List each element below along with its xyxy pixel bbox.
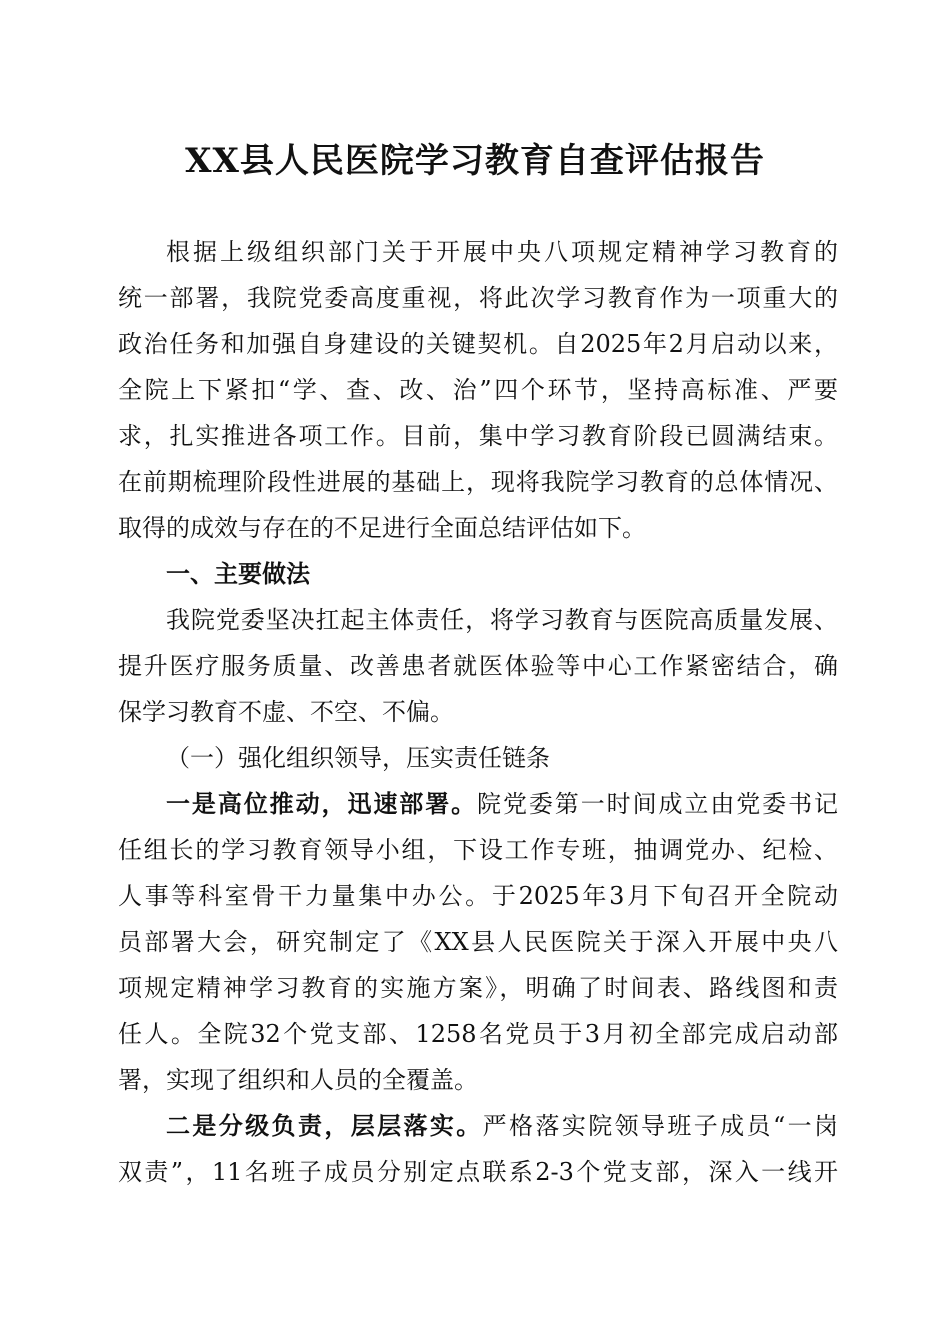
paragraph-line [118,1103,838,1149]
paragraph-line: 员部署大会，研究制定了《XX县人民医院关于深入开展中央八 [118,928,838,956]
paragraph-line: 统一部署，我院党委高度重视，将此次学习教育作为一项重大的 [118,284,838,312]
paragraph-line: 政治任务和加强自身建设的关键契机。自2025年2月启动以来， [118,330,838,358]
section-paragraph [118,597,838,735]
paragraph-line: 全院上下紧扣“学、查、改、治”四个环节，坚持高标准、严要 [118,376,838,404]
paragraph-line [118,781,838,827]
paragraph-line: 项规定精神学习教育的实施方案》，明确了时间表、路线图和责 [118,974,838,1002]
point-text: 严格落实院领导班子成员“一岗 [482,1112,838,1140]
subsection-heading: （一）强化组织领导，压实责任链条 [166,744,550,772]
paragraph-line: 保学习教育不虚、不空、不偏。 [118,698,454,726]
paragraph-line: 我院党委坚决扛起主体责任，将学习教育与医院高质量发展、 [166,606,838,634]
section-heading: 一、主要做法 [166,559,310,588]
paragraph-line: 根据上级组织部门关于开展中央八项规定精神学习教育的 [166,238,838,266]
paragraph-line: 双责”，11名班子成员分别定点联系2-3个党支部，深入一线开 [118,1158,838,1186]
paragraph-line: 取得的成效与存在的不足进行全面总结评估如下。 [118,514,646,542]
paragraph-line: 任人。全院32个党支部、1258名党员于3月初全部完成启动部 [118,1020,838,1048]
point-text: 院党委第一时间成立由党委书记 [477,790,839,818]
paragraph-line: 在前期梳理阶段性进展的基础上，现将我院学习教育的总体情况、 [118,468,838,496]
point-lead: 二是分级负责，层层落实。 [166,1111,483,1140]
point-two-paragraph [118,1103,838,1195]
paragraph-line: 求，扎实推进各项工作。目前，集中学习教育阶段已圆满结束。 [118,422,838,450]
paragraph-line: 人事等科室骨干力量集中办公。于2025年3月下旬召开全院动 [118,882,838,910]
paragraph-line: 署，实现了组织和人员的全覆盖。 [118,1066,478,1094]
paragraph-line: 任组长的学习教育领导小组，下设工作专班，抽调党办、纪检、 [118,836,838,864]
paragraph-line: 提升医疗服务质量、改善患者就医体验等中心工作紧密结合，确 [118,652,838,680]
document-title: XX县人民医院学习教育自查评估报告 [185,141,765,181]
point-one-paragraph [118,781,838,1103]
intro-paragraph [118,229,838,551]
document-body [118,229,838,1195]
point-lead: 一是高位推动，迅速部署。 [166,789,478,818]
